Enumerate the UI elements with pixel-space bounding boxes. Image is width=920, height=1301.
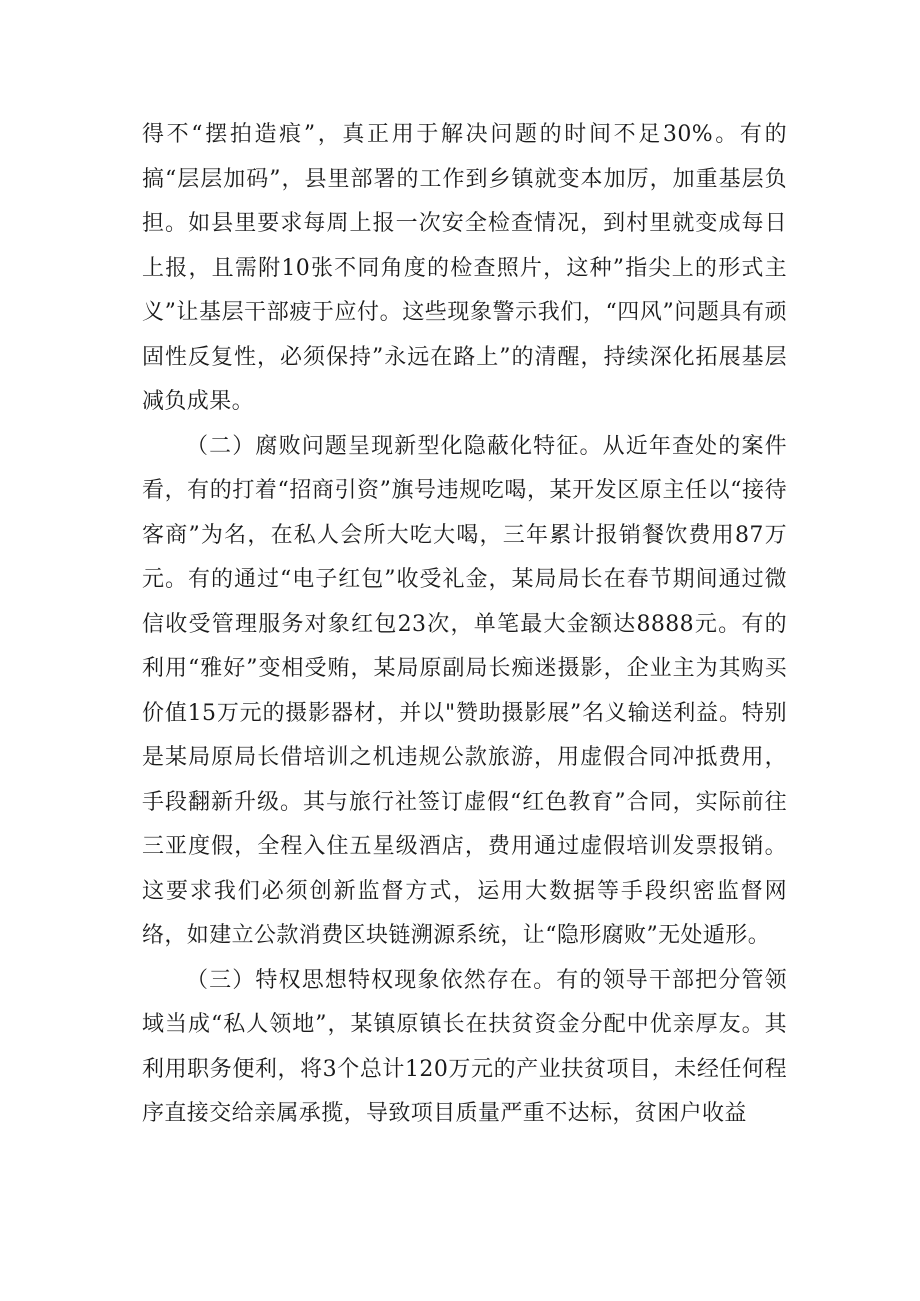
document-body [142,113,787,1137]
paragraph-corruption: （二）腐败问题呈现新型化隐蔽化特征。从近年查处的案件看，有的打着“招商引资”旗号违规吃喝，某开发区原主任以“接待客商”为名，在私人会所大吃大喝，三年累计报销餐饮费用87万元。有的通过“电子红包”收受礼金，某局局长在春节期间通过微信收受管理服务对象红包23次，单笔最大金额达8888元。有的利用“雅好”变相受贿，某局原副局长痴迷摄影，企业主为其购买价值15万元的摄影器材，并以"赞助摄影展”名义输送利益。特别是某局原局长借培训之机违规公款旅游，用虚假合同冲抵费用，手段翻新升级。其与旅行社签订虚假“红色教育”合同，实际前往三亚度假，全程入住五星级酒店，费用通过虚假培训发票报销。这要求我们必须创新监督方式，运用大数据等手段织密监督网络，如建立公款消费区块链溯源系统，让“隐形腐败”无处遁形。 [142,433,787,948]
paragraph-privilege: （三）特权思想特权现象依然存在。有的领导干部把分管领域当成“私人领地”，某镇原镇长在扶贫资金分配中优亲厚友。其利用职务便利，将3个总计120万元的产业扶贫项目，未经任何程序直接交给亲属承揽，导致项目质量严重不达标，贫困户收益 [142,967,787,1126]
paragraph-continued: 得不“摆拍造痕”，真正用于解决问题的时间不足30%。有的搞“层层加码”，县里部署的工作到乡镇就变本加厉，加重基层负担。如县里要求每周上报一次安全检查情况，到村里就变成每日上报，且需附10张不同角度的检查照片，这种”指尖上的形式主义”让基层干部疲于应付。这些现象警示我们，“四风”问题具有顽固性反复性，必须保持”永远在路上”的清醒，持续深化拓展基层减负成果。 [142,122,787,414]
